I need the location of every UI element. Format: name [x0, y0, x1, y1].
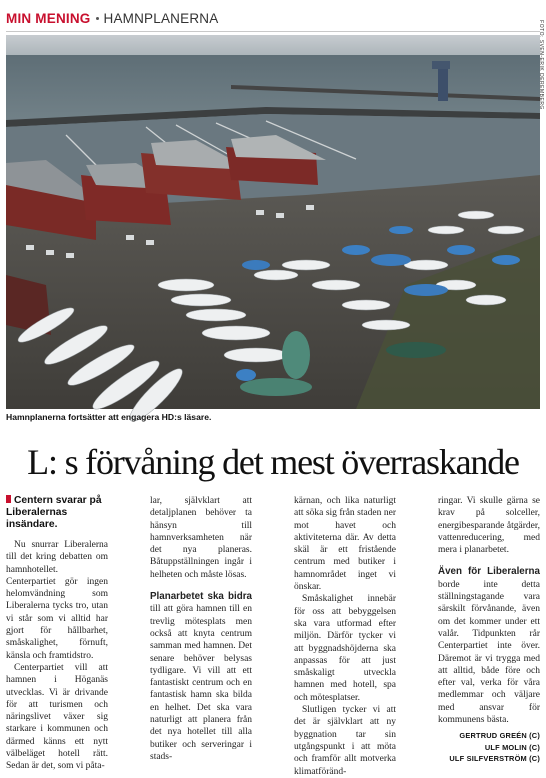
header-separator-dot: [96, 17, 99, 20]
header-rule: [6, 31, 540, 32]
subheading-paragraph-text: borde inte detta ställningstagande vara särskilt förvånande, även om det kommer under ett valår. Tidpunkten rår Centerpartiet inte över. Däremot är vi trygga med att alltid, både före och efter val, verka för våra medlemmar och väljare med ansvar för kommunens bästa.: [438, 579, 540, 726]
article-lead: [6, 495, 108, 531]
paragraph: lar, självklart att detaljplanen behöver ta hänsyn till hamnverksamheten när det nya planeras. Båtuppställningen ingår i helheten och måste lösas.: [150, 496, 252, 580]
paragraph-with-subhead: [150, 591, 252, 763]
photo-caption: Hamnplanerna fortsätter att engagera HD:s läsare.: [6, 412, 212, 422]
subheading: Planarbetet ska bidra: [150, 591, 252, 603]
paragraph: Småskalighet innebär för oss att bebyggelsen ska vara utformad efter miljön. Därför tycker vi att byggnadshöjderna ska anpassas för att just småskaligt utveckla hamnen med hotell, spa och mötesplatser.: [294, 594, 396, 703]
paragraph: ringar. Vi skulle gärna se krav på solceller, energibesparande åtgärder, vattenreducering, med mera i planarbetet.: [438, 496, 540, 556]
paragraph: Slutligen tycker vi att det är självklart att ny byggnation tar sin utgångspunkt i att möta och framför allt motverka klimatföränd-: [294, 705, 396, 777]
paragraph: kärnan, och lika naturligt att söka sig från staden ner mot havet och aktiviteterna där. Av detta skäl är ett fristående centrum med butiker i hamnområdet inget vi önskar.: [294, 496, 396, 593]
article-body: [6, 495, 540, 777]
paragraph: Centerpartiet vill att hamnen i Höganäs utvecklas. Vi är drivande för att turismen och näringslivet växer sig starkare i kommunen och därmed känns ett nytt välbeläget hotell rätt. Sedan är det, som vi påta-: [6, 662, 108, 772]
topic-label: HAMNPLANERNA: [103, 10, 219, 26]
lead-text: Centern svarar på Liberalernas insändare.: [6, 495, 102, 530]
column-4: [438, 495, 540, 764]
section-label: MIN MENING: [6, 10, 91, 26]
article-headline: L: s förvåning det mest överraskande: [27, 442, 519, 482]
lead-bullet-marker: [6, 495, 11, 503]
paragraph: Nu snurrar Liberalerna till det kring debatten om hamnhotellet. Centerpartiet gör ingen helomvändning som Liberalerna tycks tro, utan vi står som vi alltid har gjort för hållbarhet, småskalighet, förnuft, känsla och framtidstro.: [6, 540, 108, 661]
signatures: [438, 730, 540, 765]
column-3: [294, 495, 396, 777]
harbor-aerial-illustration: [6, 35, 540, 409]
subheading-paragraph-text: till att göra hamnen till en trevlig mötesplats men också att knyta centrum samman med hamnen. Det senare behöver belysas tydligare. Vi vill att ett fantastiskt centrum och en fantastisk hamn ska bilda en helhet. Det ska vara naturligt att planera från det nya hotellet till alla butiker och serveringar i stads-: [150, 604, 252, 762]
column-2: [150, 495, 252, 762]
signature: ULF SILFVERSTRÖM (C): [449, 754, 540, 764]
photo-credit: FOTO: SVEN-ERIK DEREMBERG: [538, 20, 545, 110]
harbor-photo: [6, 35, 540, 409]
signature: GERTRUD GREÉN (C): [459, 731, 540, 741]
column-1: [6, 495, 108, 772]
subheading: Även för Liberalerna: [438, 566, 540, 578]
paragraph-with-subhead: [438, 566, 540, 726]
signature: ULF MOLIN (C): [484, 742, 540, 752]
page-header: [6, 9, 218, 27]
